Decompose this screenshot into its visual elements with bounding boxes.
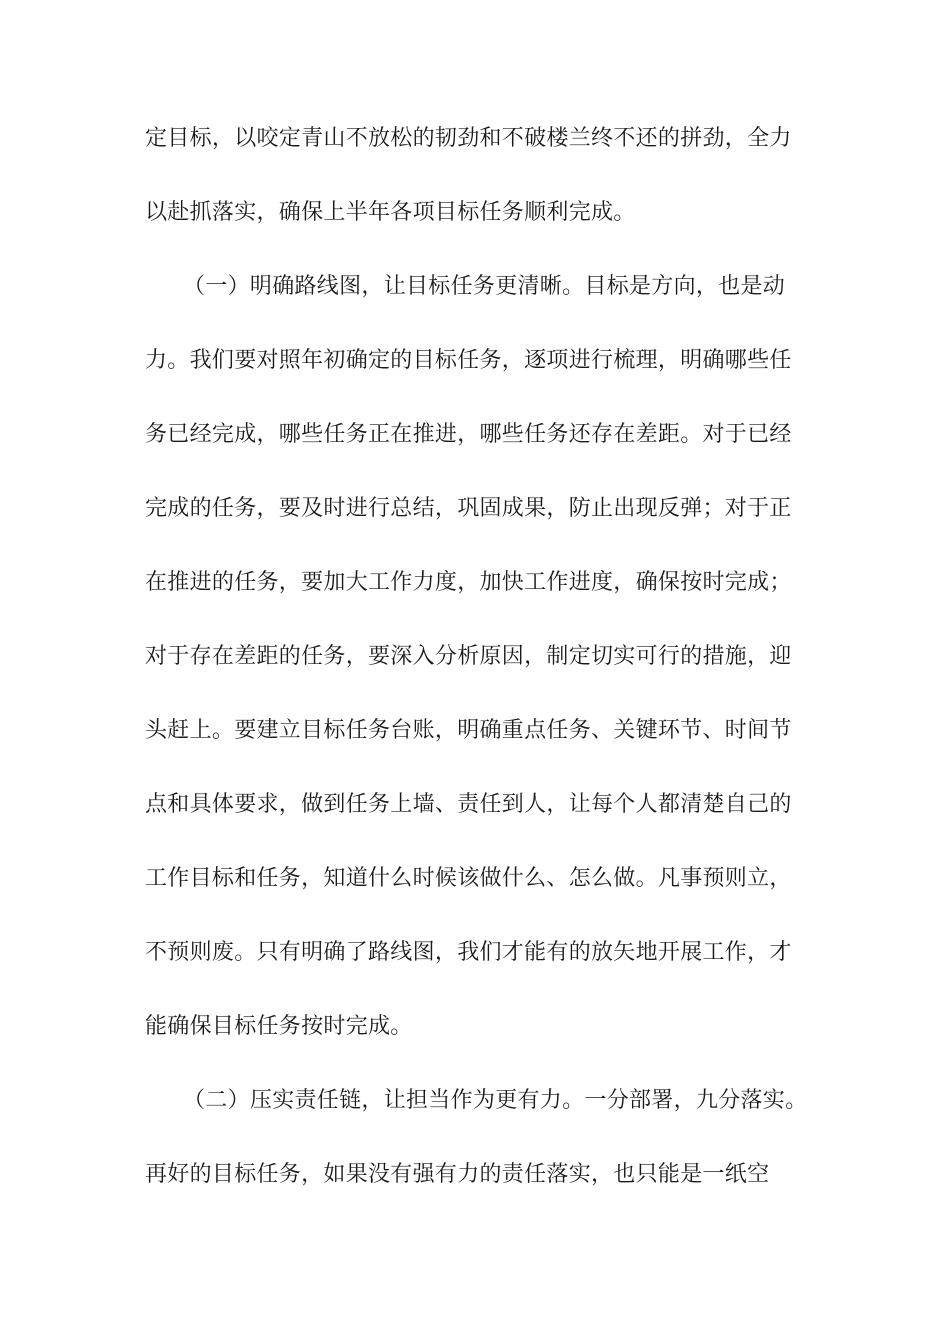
text-line: 力。我们要对照年初确定的目标任务，逐项进行梳理，明确哪些任 — [145, 348, 792, 373]
text-line: 定目标，以咬定青山不放松的韧劲和不破楼兰终不还的拼劲，全力 — [145, 126, 792, 151]
text-line: 再好的目标任务，如果没有强有力的责任落实，也只能是一纸空 — [145, 1162, 770, 1187]
text-line: 工作目标和任务，知道什么时候该做什么、怎么做。凡事预则立， — [145, 866, 792, 891]
text-line: 不预则废。只有明确了路线图，我们才能有的放矢地开展工作，才 — [145, 940, 792, 965]
text-line: 务已经完成，哪些任务正在推进，哪些任务还存在差距。对于已经 — [145, 422, 792, 447]
section-heading-line: （一）明确路线图，让目标任务更清晰。目标是方向，也是动 — [183, 274, 786, 299]
text-line: 能确保目标任务按时完成。 — [145, 1014, 413, 1039]
text-line: 以赴抓落实，确保上半年各项目标任务顺利完成。 — [145, 200, 636, 225]
text-line: 在推进的任务，要加大工作力度，加快工作进度，确保按时完成； — [145, 570, 792, 595]
document-body — [145, 117, 810, 1227]
text-line: 完成的任务，要及时进行总结，巩固成果，防止出现反弹；对于正 — [145, 496, 792, 521]
text-line: 对于存在差距的任务，要深入分析原因，制定切实可行的措施，迎 — [145, 644, 792, 669]
section-heading-line: （二）压实责任链，让担当作为更有力。一分部署，九分落实。 — [183, 1088, 808, 1113]
text-line: 头赶上。要建立目标任务台账，明确重点任务、关键环节、时间节 — [145, 718, 792, 743]
text-line: 点和具体要求，做到任务上墙、责任到人，让每个人都清楚自己的 — [145, 792, 792, 817]
